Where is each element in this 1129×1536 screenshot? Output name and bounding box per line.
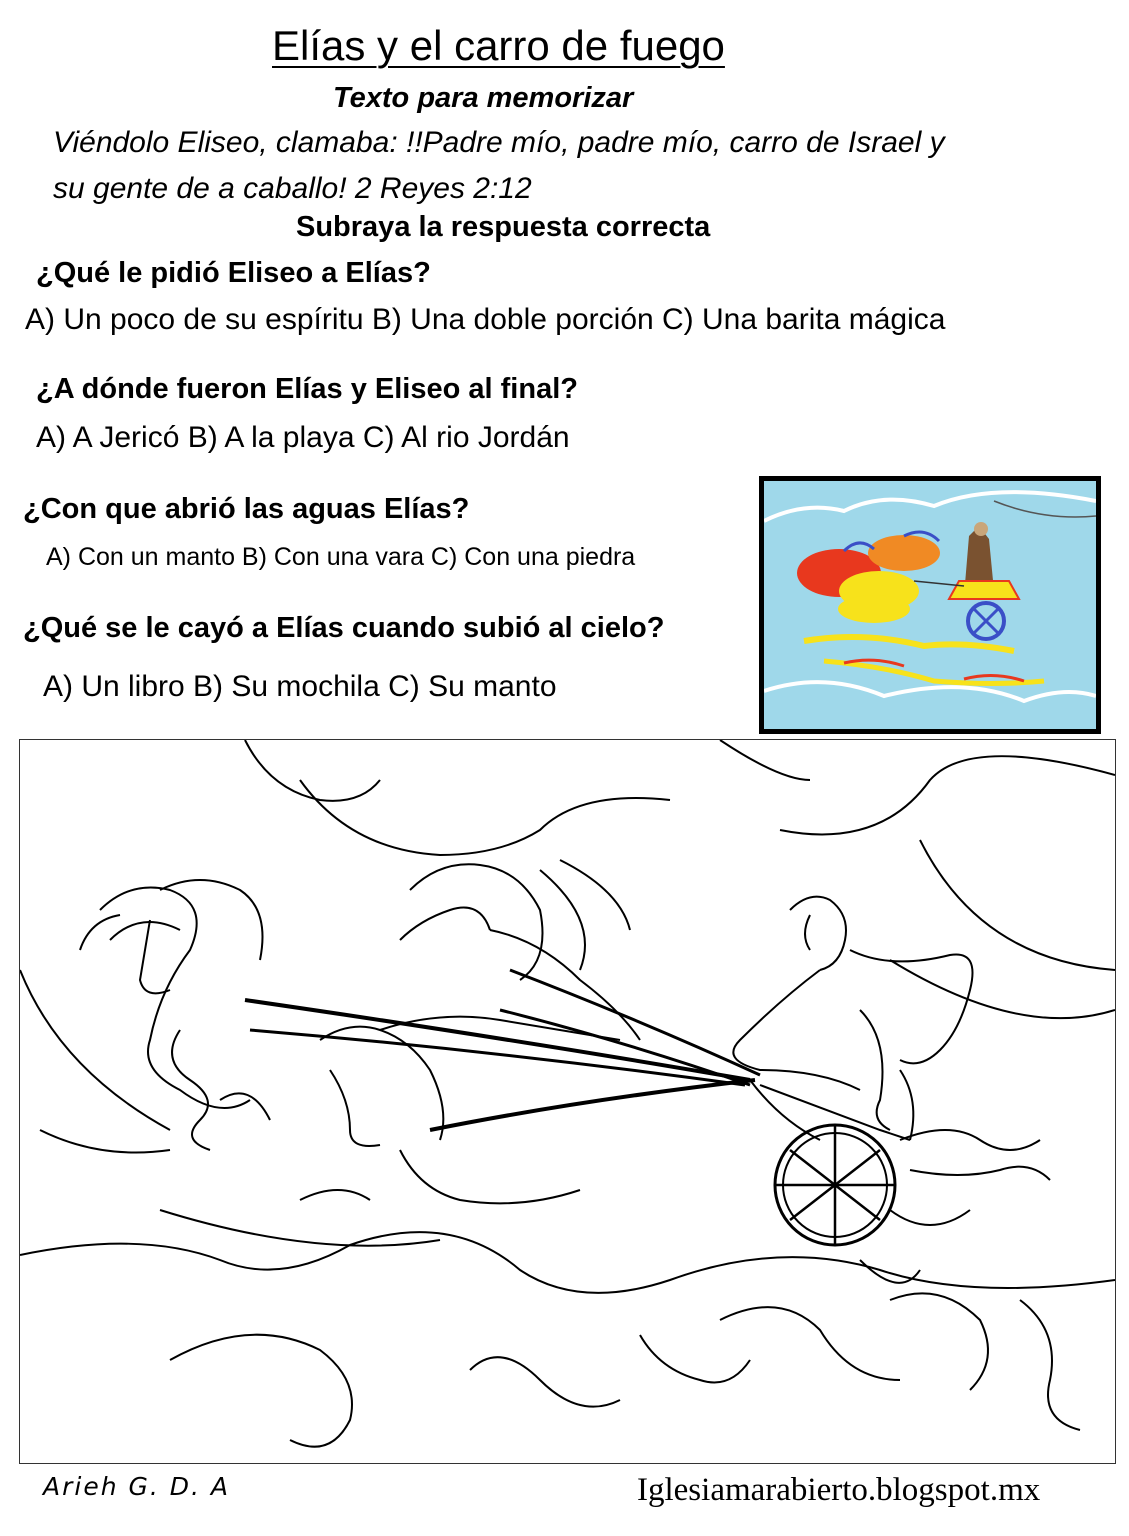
colored-chariot-drawing [764,481,1096,729]
question-2: ¿A dónde fueron Elías y Eliseo al final? [36,373,578,405]
question-2-options: A) A Jericó B) A la playa C) Al rio Jordán [36,421,570,454]
author-signature: Arieh G. D. A [43,1472,231,1501]
question-4-options: A) Un libro B) Su mochila C) Su manto [43,670,557,703]
question-3: ¿Con que abrió las aguas Elías? [23,493,470,525]
website-link[interactable]: Iglesiamarabierto.blogspot.mx [637,1472,1041,1508]
question-1: ¿Qué le pidió Eliseo a Elías? [36,257,431,289]
question-4: ¿Qué se le cayó a Elías cuando subió al cielo? [23,612,665,644]
question-3-options: A) Con un manto B) Con una vara C) Con una piedra [46,543,636,571]
memorize-heading: Texto para memorizar [333,82,634,114]
question-1-options: A) Un poco de su espíritu B) Una doble porción C) Una barita mágica [25,303,946,336]
verse-line-1: Viéndolo Eliseo, clamaba: !!Padre mío, padre mío, carro de Israel y [53,126,945,159]
page-title: Elías y el carro de fuego [272,22,725,69]
chariot-coloring-drawing [19,739,1116,1464]
chariot-line-art [20,740,1115,1463]
colored-chariot-illustration [759,476,1101,734]
verse-line-2: su gente de a caballo! 2 Reyes 2:12 [53,172,532,205]
instruction-heading: Subraya la respuesta correcta [296,211,711,243]
